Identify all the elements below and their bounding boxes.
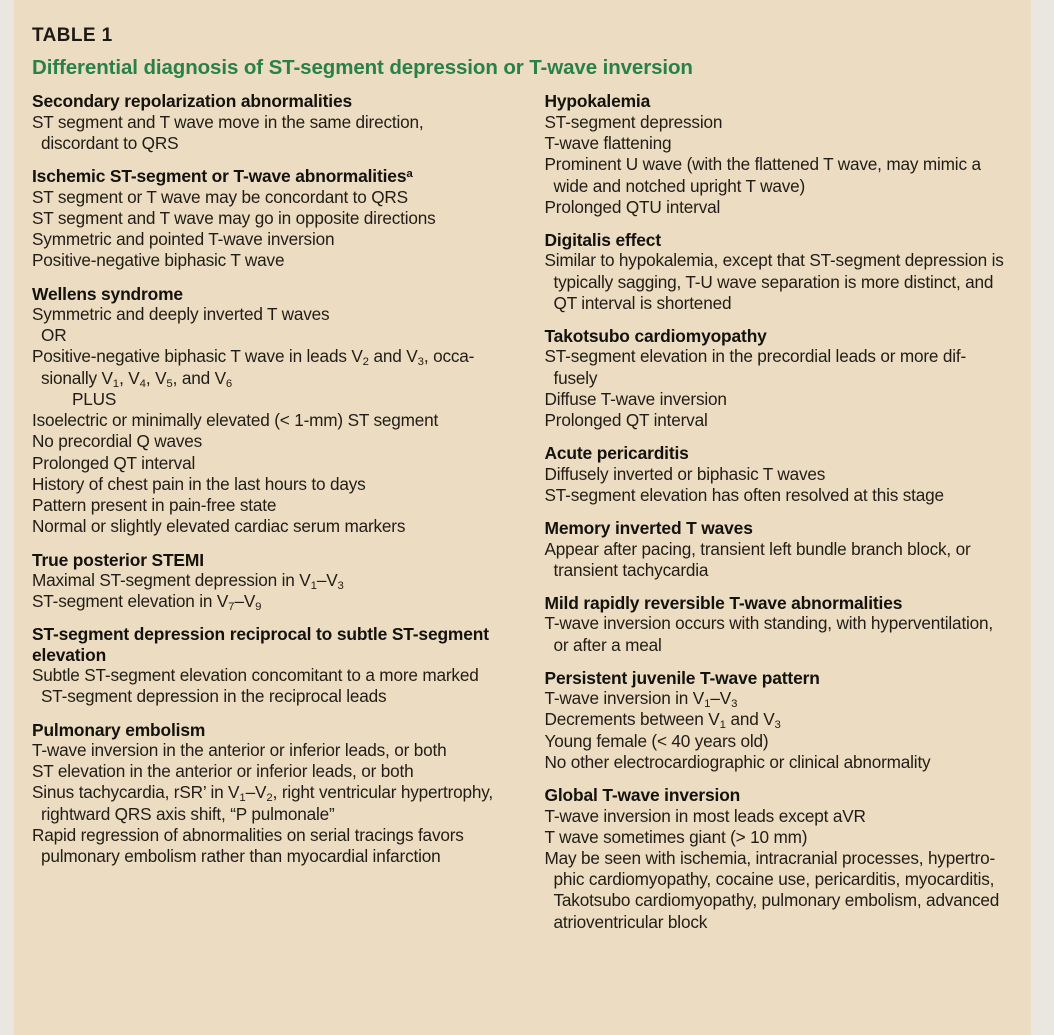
section-line: Young female (< 40 years old) (544, 730, 769, 751)
section-heading: Acute pericarditis (544, 443, 689, 464)
section-lines (32, 665, 509, 707)
section-line: typically sagging, T-U wave separation is more distinct, and (553, 271, 994, 292)
section-line: Prolonged QT interval (32, 452, 196, 473)
section-line: May be seen with ischemia, intracranial processes, hypertro- (544, 847, 996, 868)
section-heading: Memory inverted T waves (544, 518, 753, 539)
section-line: Decrements between $V_1$ and $V_3$ (544, 709, 781, 732)
section-line: ST segment and T wave may go in opposite directions (32, 207, 436, 228)
section-line: Symmetric and pointed T-wave inversion (32, 229, 335, 250)
section-line: ST segment or T wave may be concordant to QRS (32, 186, 408, 207)
section-lines (32, 304, 509, 538)
section-line: transient tachycardia (553, 559, 709, 580)
section-lines (545, 112, 1014, 218)
section-line: Appear after pacing, transient left bundle branch block, or (544, 538, 971, 559)
section-line: rightward QRS axis shift, “P pulmonale” (41, 803, 335, 824)
right-column (523, 91, 1014, 932)
section-heading: Takotsubo cardiomyopathy (544, 326, 767, 347)
table-section (545, 443, 1014, 506)
footnote-marker: a (406, 168, 413, 181)
section-lines (32, 570, 509, 612)
section-line: T wave sometimes giant (> 10 mm) (544, 826, 808, 847)
section-line: ST-segment elevation has often resolved at this stage (544, 484, 944, 505)
section-lines (545, 688, 1014, 773)
section-lines (32, 740, 509, 867)
section-line: Rapid regression of abnormalities on serial tracings favors (32, 824, 464, 845)
section-line: Similar to hypokalemia, except that ST-segment depression is (544, 250, 1004, 271)
section-line: Sinus tachycardia, rSR’ in $V_1-V_2$, right ventricular hypertrophy, (32, 782, 493, 805)
table-panel (14, 0, 1031, 1035)
section-lines (545, 539, 1014, 581)
table-section (32, 720, 509, 868)
section-line: Prominent U wave (with the flattened T wave, may mimic a (544, 154, 981, 175)
section-line: Takotsubo cardiomyopathy, pulmonary embolism, advanced (553, 890, 1000, 911)
table-columns (32, 91, 1013, 932)
section-line: T-wave inversion in the anterior or inferior leads, or both (32, 739, 447, 760)
section-lines (545, 613, 1014, 655)
section-line: Symmetric and deeply inverted T waves (32, 303, 330, 324)
section-line: QT interval is shortened (553, 292, 732, 313)
section-lines (32, 187, 509, 272)
section-line: phic cardiomyopathy, cocaine use, pericarditis, myocarditis, (553, 869, 995, 890)
table-section (32, 91, 509, 154)
table-section (545, 91, 1014, 218)
section-heading: Mild rapidly reversible T-wave abnormalities (544, 593, 903, 614)
section-line: Prolonged QTU interval (544, 196, 721, 217)
table-section (545, 668, 1014, 773)
section-line: History of chest pain in the last hours to days (32, 473, 366, 494)
section-line: Diffuse T-wave inversion (544, 388, 727, 409)
section-heading: ST-segment depression reciprocal to subtle ST-segment elevation (32, 624, 489, 665)
section-line: Pattern present in pain-free state (32, 495, 277, 516)
section-line: Diffusely inverted or biphasic T waves (544, 463, 826, 484)
section-line: discordant to QRS (41, 133, 179, 154)
section-lines (32, 112, 509, 154)
section-lines (545, 250, 1014, 314)
section-line: ST-segment elevation in $V_7-V_9$ (32, 591, 262, 613)
table-section (545, 785, 1014, 933)
section-line: Normal or slightly elevated cardiac serum markers (32, 516, 406, 537)
section-lines (545, 346, 1014, 431)
section-line: No other electrocardiographic or clinical abnormality (544, 751, 931, 772)
table-section (32, 550, 509, 613)
section-lines (545, 806, 1014, 933)
table-title: Differential diagnosis of ST-segment depression or T-wave inversion (32, 55, 693, 79)
table-section (32, 624, 509, 707)
section-heading: Persistent juvenile T-wave pattern (544, 667, 820, 688)
section-line: or after a meal (553, 634, 662, 655)
section-line: sionally $V_1$, $V_4$, $V_5$, and $V_6$ (41, 367, 233, 390)
section-line: T-wave inversion in $V_1-V_3$ (544, 688, 738, 711)
section-heading: Pulmonary embolism (32, 719, 206, 740)
section-heading: Wellens syndrome (32, 283, 183, 304)
section-line: atrioventricular block (553, 911, 708, 932)
section-line: ST segment and T wave move in the same direction, (32, 111, 424, 132)
table-section (32, 284, 509, 538)
section-line: PLUS (72, 388, 117, 409)
table-section (545, 326, 1014, 431)
section-line: OR (41, 325, 67, 346)
section-line: Prolonged QT interval (544, 410, 708, 431)
left-column (32, 91, 523, 867)
section-heading: Digitalis effect (544, 230, 661, 251)
section-line: No precordial Q waves (32, 431, 203, 452)
section-line: T-wave inversion occurs with standing, with hyperventilation, (544, 613, 994, 634)
section-line: Maximal ST-segment depression in $V_1-V_3$ (32, 569, 344, 592)
section-line: pulmonary embolism rather than myocardial infarction (41, 846, 441, 867)
section-heading: Hypokalemia (544, 91, 651, 112)
section-line: ST-segment depression in the reciprocal leads (41, 686, 387, 707)
section-line: ST elevation in the anterior or inferior leads, or both (32, 761, 414, 782)
section-line: T-wave inversion in most leads except aVR (544, 805, 866, 826)
section-line: fusely (553, 367, 598, 388)
section-line: T-wave flattening (544, 133, 672, 154)
section-line: Positive-negative biphasic T wave (32, 250, 285, 271)
section-line: ST-segment depression (544, 111, 723, 132)
section-lines (545, 464, 1014, 506)
section-heading: Global T-wave inversion (544, 785, 741, 806)
table-section (545, 518, 1014, 581)
section-heading: Secondary repolarization abnormalities (32, 91, 352, 112)
section-line: Subtle ST-segment elevation concomitant to a more marked (32, 665, 479, 686)
table-section (545, 593, 1014, 656)
section-heading: True posterior STEMI (32, 549, 204, 570)
table-section (32, 166, 509, 271)
table-number-label: TABLE 1 (32, 25, 113, 46)
section-line: Positive-negative biphasic T wave in leads $V_2$ and $V_3$, occa- (32, 346, 475, 369)
section-heading: Ischemic ST-segment or T-wave abnormalities$^a$ (32, 166, 413, 187)
section-line: ST-segment elevation in the precordial leads or more dif- (544, 346, 967, 367)
section-line: wide and notched upright T wave) (553, 175, 806, 196)
table-section (545, 230, 1014, 314)
section-line: Isoelectric or minimally elevated (< 1-mm) ST segment (32, 410, 439, 431)
